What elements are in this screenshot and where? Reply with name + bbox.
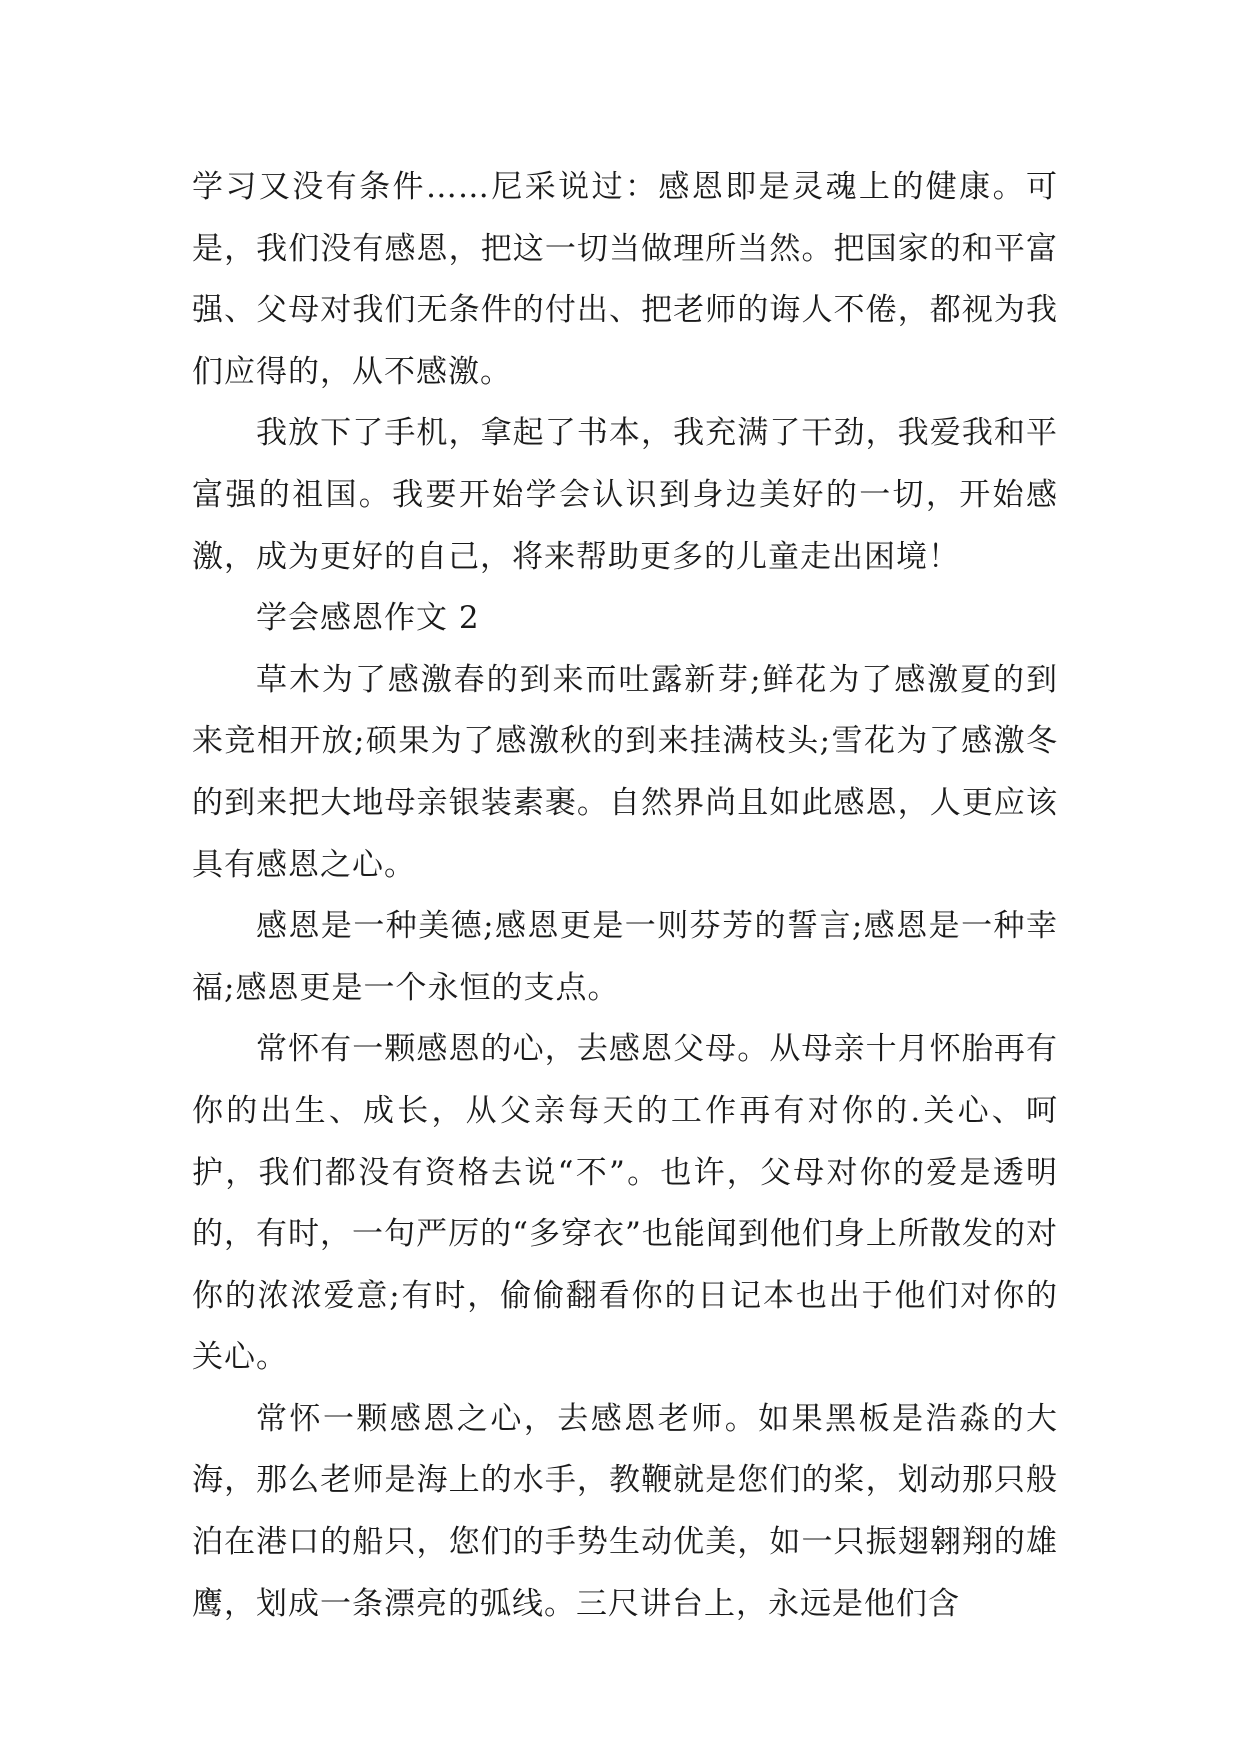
paragraph: 感恩是一种美德;感恩更是一则芬芳的誓言;感恩是一种幸福;感恩更是一个永恒的支点。 [192,908,1058,1006]
paragraph: 我放下了手机，拿起了书本，我充满了干劲，我爱我和平富强的祖国。我要开始学会认识到身边美好的一切，开始感激，成为更好的自己，将来帮助更多的儿童走出困境！ [192,415,1058,575]
paragraph: 常怀有一颗感恩的心，去感恩父母。从母亲十月怀胎再有你的出生、成长，从父亲每天的工作再有对你的.关心、呵护，我们都没有资格去说“不”。也许，父母对你的爱是透明的，有时，一句严厉的“多穿衣”也能闻到他们身上所散发的对你的浓浓爱意;有时，偷偷翻看你的日记本也出于他们对你的关心。 [192,1031,1058,1376]
section-heading: 学会感恩作文 2 [256,600,480,637]
document-body [192,157,1058,1635]
paragraph: 草木为了感激春的到来而吐露新芽;鲜花为了感激夏的到来竞相开放;硕果为了感激秋的到来挂满枝头;雪花为了感激冬的到来把大地母亲银装素裹。自然界尚且如此感恩，人更应该具有感恩之心。 [192,661,1058,883]
paragraph-continuation: 学习又没有条件……尼采说过：感恩即是灵魂上的健康。可是，我们没有感恩，把这一切当做理所当然。把国家的和平富强、父母对我们无条件的付出、把老师的诲人不倦，都视为我们应得的，从不感激。 [192,169,1058,390]
paragraph: 常怀一颗感恩之心，去感恩老师。如果黑板是浩淼的大海，那么老师是海上的水手，教鞭就是您们的桨，划动那只般泊在港口的船只，您们的手势生动优美，如一只振翅翱翔的雄鹰，划成一条漂亮的弧线。三尺讲台上，永远是他们含 [192,1400,1058,1622]
